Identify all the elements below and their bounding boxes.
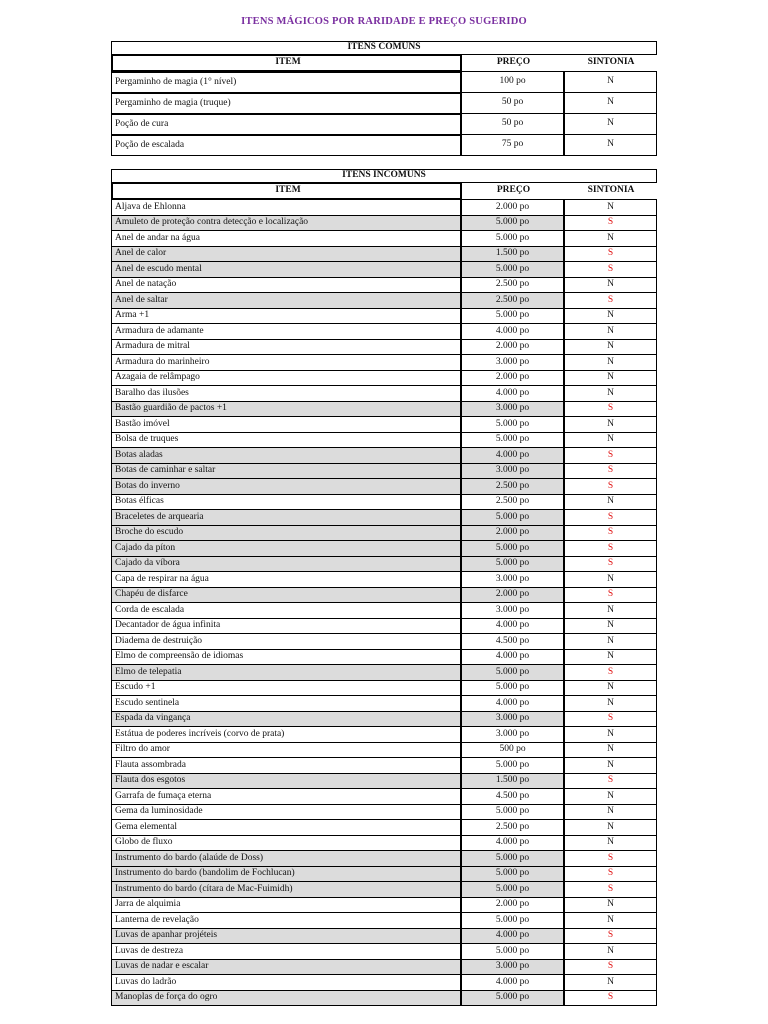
- table-row: [111, 665, 657, 681]
- item-price-cell: 3.000 po: [462, 603, 565, 619]
- item-name-cell: Instrumento do bardo (cítara de Mac-Fuimidh): [111, 882, 462, 898]
- table-row: [111, 464, 657, 480]
- item-attunement-cell: N: [565, 944, 657, 960]
- item-price-cell: 500 po: [462, 743, 565, 759]
- item-attunement-cell: S: [565, 882, 657, 898]
- item-price-cell: 2.000 po: [462, 371, 565, 387]
- table-row: [111, 743, 657, 759]
- item-attunement-cell: N: [565, 836, 657, 852]
- table-row: [111, 262, 657, 278]
- item-attunement-cell: S: [565, 557, 657, 573]
- item-name-cell: Pergaminho de magia (truque): [111, 93, 462, 114]
- item-price-cell: 5.000 po: [462, 882, 565, 898]
- item-attunement-cell: N: [565, 340, 657, 356]
- item-attunement-cell: N: [565, 805, 657, 821]
- table-row: [111, 634, 657, 650]
- item-price-cell: 4.000 po: [462, 619, 565, 635]
- table-row: [111, 278, 657, 294]
- table-row: [111, 355, 657, 371]
- item-name-cell: Bastão imóvel: [111, 417, 462, 433]
- item-attunement-cell: N: [565, 231, 657, 247]
- table-row: [111, 541, 657, 557]
- table-row: [111, 588, 657, 604]
- item-name-cell: Gema da luminosidade: [111, 805, 462, 821]
- item-price-cell: 5.000 po: [462, 665, 565, 681]
- item-attunement-cell: N: [565, 603, 657, 619]
- item-price-cell: 3.000 po: [462, 464, 565, 480]
- item-attunement-cell: N: [565, 72, 657, 93]
- item-name-cell: Diadema de destruição: [111, 634, 462, 650]
- item-price-cell: 4.000 po: [462, 324, 565, 340]
- item-price-cell: 2.000 po: [462, 898, 565, 914]
- item-attunement-cell: N: [565, 634, 657, 650]
- table-row: [111, 820, 657, 836]
- item-price-cell: 2.000 po: [462, 340, 565, 356]
- item-price-cell: 2.500 po: [462, 479, 565, 495]
- table-row: [111, 526, 657, 542]
- item-name-cell: Luvas de apanhar projéteis: [111, 929, 462, 945]
- table-row: [111, 650, 657, 666]
- table-row: [111, 867, 657, 883]
- item-price-cell: 5.000 po: [462, 758, 565, 774]
- item-price-cell: 5.000 po: [462, 510, 565, 526]
- table-row: [111, 93, 657, 114]
- item-attunement-cell: N: [565, 681, 657, 697]
- table-row: [111, 929, 657, 945]
- item-attunement-cell: N: [565, 758, 657, 774]
- table-row: [111, 898, 657, 914]
- table-row: [111, 882, 657, 898]
- item-price-cell: 4.000 po: [462, 836, 565, 852]
- item-attunement-cell: N: [565, 898, 657, 914]
- item-attunement-cell: N: [565, 324, 657, 340]
- item-price-cell: 3.000 po: [462, 712, 565, 728]
- table-row: [111, 72, 657, 93]
- item-attunement-cell: S: [565, 216, 657, 232]
- item-price-cell: 5.000 po: [462, 991, 565, 1007]
- item-attunement-cell: S: [565, 448, 657, 464]
- item-attunement-cell: S: [565, 929, 657, 945]
- item-name-cell: Botas do inverno: [111, 479, 462, 495]
- item-attunement-cell: N: [565, 696, 657, 712]
- item-price-cell: 2.000 po: [462, 588, 565, 604]
- item-name-cell: Instrumento do bardo (bandolim de Fochlucan): [111, 867, 462, 883]
- item-name-cell: Baralho das ilusões: [111, 386, 462, 402]
- item-price-cell: 3.000 po: [462, 572, 565, 588]
- uncommon-section-heading: ITENS INCOMUNS: [111, 169, 657, 183]
- table-row: [111, 114, 657, 135]
- item-name-cell: Anel de escudo mental: [111, 262, 462, 278]
- table-row: [111, 371, 657, 387]
- item-price-cell: 2.500 po: [462, 278, 565, 294]
- item-name-cell: Elmo de telepatia: [111, 665, 462, 681]
- table-row: [111, 557, 657, 573]
- item-price-cell: 5.000 po: [462, 681, 565, 697]
- table-row: [111, 433, 657, 449]
- table-row: [111, 231, 657, 247]
- item-attunement-cell: S: [565, 991, 657, 1007]
- table-row: [111, 402, 657, 418]
- document-title: ITENS MÁGICOS POR RARIDADE E PREÇO SUGERIDO: [241, 16, 527, 27]
- item-price-cell: 5.000 po: [462, 433, 565, 449]
- table-row: [111, 975, 657, 991]
- table-row: [111, 324, 657, 340]
- item-attunement-cell: S: [565, 588, 657, 604]
- item-price-cell: 2.500 po: [462, 293, 565, 309]
- item-price-cell: 5.000 po: [462, 867, 565, 883]
- item-name-cell: Cajado da píton: [111, 541, 462, 557]
- column-header-item: ITEM: [111, 55, 462, 72]
- table-row: [111, 789, 657, 805]
- item-name-cell: Cajado da víbora: [111, 557, 462, 573]
- item-name-cell: Botas de caminhar e saltar: [111, 464, 462, 480]
- column-header-item: ITEM: [111, 183, 462, 200]
- table-row: [111, 293, 657, 309]
- common-items-table: [111, 41, 657, 156]
- item-name-cell: Lanterna de revelação: [111, 913, 462, 929]
- item-name-cell: Armadura de adamante: [111, 324, 462, 340]
- item-price-cell: 3.000 po: [462, 960, 565, 976]
- item-name-cell: Amuleto de proteção contra detecção e localização: [111, 216, 462, 232]
- item-name-cell: Corda de escalada: [111, 603, 462, 619]
- item-name-cell: Gema elemental: [111, 820, 462, 836]
- item-name-cell: Botas élficas: [111, 495, 462, 511]
- item-attunement-cell: N: [565, 727, 657, 743]
- item-attunement-cell: N: [565, 650, 657, 666]
- item-attunement-cell: N: [565, 789, 657, 805]
- table-row: [111, 836, 657, 852]
- table-row: [111, 696, 657, 712]
- item-price-cell: 5.000 po: [462, 231, 565, 247]
- table-row: [111, 681, 657, 697]
- table-row: [111, 960, 657, 976]
- item-attunement-cell: S: [565, 464, 657, 480]
- table-row: [111, 851, 657, 867]
- item-attunement-cell: N: [565, 743, 657, 759]
- item-price-cell: 4.000 po: [462, 929, 565, 945]
- item-name-cell: Instrumento do bardo (alaúde de Doss): [111, 851, 462, 867]
- table-row: [111, 340, 657, 356]
- table-row: [111, 572, 657, 588]
- table-row: [111, 216, 657, 232]
- table-row: [111, 619, 657, 635]
- item-name-cell: Anel de calor: [111, 247, 462, 263]
- item-price-cell: 5.000 po: [462, 851, 565, 867]
- item-price-cell: 50 po: [462, 93, 565, 114]
- item-name-cell: Anel de natação: [111, 278, 462, 294]
- item-name-cell: Jarra de alquimia: [111, 898, 462, 914]
- item-attunement-cell: N: [565, 913, 657, 929]
- table-row: [111, 247, 657, 263]
- item-name-cell: Arma +1: [111, 309, 462, 325]
- item-price-cell: 50 po: [462, 114, 565, 135]
- item-name-cell: Chapéu de disfarce: [111, 588, 462, 604]
- table-row: [111, 913, 657, 929]
- item-price-cell: 100 po: [462, 72, 565, 93]
- table-row: [111, 944, 657, 960]
- item-price-cell: 4.500 po: [462, 789, 565, 805]
- item-price-cell: 3.000 po: [462, 355, 565, 371]
- item-price-cell: 2.000 po: [462, 526, 565, 542]
- item-attunement-cell: S: [565, 665, 657, 681]
- item-attunement-cell: S: [565, 867, 657, 883]
- table-row: [111, 758, 657, 774]
- table-row: [111, 479, 657, 495]
- item-price-cell: 1.500 po: [462, 774, 565, 790]
- item-price-cell: 5.000 po: [462, 913, 565, 929]
- table-row: [111, 603, 657, 619]
- item-price-cell: 4.000 po: [462, 696, 565, 712]
- item-name-cell: Bolsa de truques: [111, 433, 462, 449]
- item-price-cell: 3.000 po: [462, 727, 565, 743]
- item-name-cell: Espada da vingança: [111, 712, 462, 728]
- item-price-cell: 5.000 po: [462, 541, 565, 557]
- table-row: [111, 991, 657, 1007]
- item-attunement-cell: N: [565, 975, 657, 991]
- item-name-cell: Pergaminho de magia (1° nível): [111, 72, 462, 93]
- item-name-cell: Escudo sentinela: [111, 696, 462, 712]
- item-attunement-cell: N: [565, 619, 657, 635]
- item-price-cell: 2.000 po: [462, 200, 565, 216]
- item-attunement-cell: N: [565, 572, 657, 588]
- item-price-cell: 5.000 po: [462, 557, 565, 573]
- item-name-cell: Botas aladas: [111, 448, 462, 464]
- item-attunement-cell: N: [565, 417, 657, 433]
- item-name-cell: Flauta assombrada: [111, 758, 462, 774]
- item-price-cell: 5.000 po: [462, 417, 565, 433]
- item-attunement-cell: S: [565, 960, 657, 976]
- item-attunement-cell: N: [565, 309, 657, 325]
- item-price-cell: 5.000 po: [462, 262, 565, 278]
- column-header-price: PREÇO: [462, 55, 565, 72]
- column-header-price: PREÇO: [462, 183, 565, 200]
- item-price-cell: 4.000 po: [462, 386, 565, 402]
- uncommon-items-table: [111, 169, 657, 1006]
- item-attunement-cell: S: [565, 851, 657, 867]
- item-name-cell: Decantador de água infinita: [111, 619, 462, 635]
- item-name-cell: Luvas do ladrão: [111, 975, 462, 991]
- item-price-cell: 75 po: [462, 135, 565, 156]
- table-row: [111, 448, 657, 464]
- item-name-cell: Azagaia de relâmpago: [111, 371, 462, 387]
- item-price-cell: 2.500 po: [462, 495, 565, 511]
- item-attunement-cell: N: [565, 371, 657, 387]
- table-row: [111, 309, 657, 325]
- item-price-cell: 2.500 po: [462, 820, 565, 836]
- table-row: [111, 727, 657, 743]
- item-attunement-cell: N: [565, 820, 657, 836]
- item-name-cell: Capa de respirar na água: [111, 572, 462, 588]
- item-attunement-cell: S: [565, 247, 657, 263]
- item-name-cell: Poção de escalada: [111, 135, 462, 156]
- item-attunement-cell: S: [565, 712, 657, 728]
- item-attunement-cell: S: [565, 541, 657, 557]
- item-price-cell: 5.000 po: [462, 216, 565, 232]
- table-row: [111, 712, 657, 728]
- item-name-cell: Escudo +1: [111, 681, 462, 697]
- item-attunement-cell: N: [565, 200, 657, 216]
- table-row: [111, 805, 657, 821]
- item-name-cell: Estátua de poderes incríveis (corvo de prata): [111, 727, 462, 743]
- item-price-cell: 4.000 po: [462, 975, 565, 991]
- item-name-cell: Braceletes de arquearia: [111, 510, 462, 526]
- item-attunement-cell: N: [565, 114, 657, 135]
- item-attunement-cell: S: [565, 510, 657, 526]
- table-row: [111, 386, 657, 402]
- item-name-cell: Manoplas de força do ogro: [111, 991, 462, 1007]
- item-attunement-cell: N: [565, 355, 657, 371]
- item-name-cell: Bastão guardião de pactos +1: [111, 402, 462, 418]
- item-price-cell: 4.000 po: [462, 650, 565, 666]
- item-name-cell: Armadura de mitral: [111, 340, 462, 356]
- item-attunement-cell: N: [565, 93, 657, 114]
- item-price-cell: 1.500 po: [462, 247, 565, 263]
- item-attunement-cell: N: [565, 433, 657, 449]
- item-name-cell: Poção de cura: [111, 114, 462, 135]
- item-name-cell: Armadura do marinheiro: [111, 355, 462, 371]
- item-name-cell: Aljava de Ehlonna: [111, 200, 462, 216]
- item-attunement-cell: N: [565, 135, 657, 156]
- item-attunement-cell: S: [565, 774, 657, 790]
- item-price-cell: 3.000 po: [462, 402, 565, 418]
- item-attunement-cell: N: [565, 495, 657, 511]
- item-name-cell: Filtro do amor: [111, 743, 462, 759]
- item-attunement-cell: N: [565, 386, 657, 402]
- item-price-cell: 5.000 po: [462, 944, 565, 960]
- item-attunement-cell: S: [565, 402, 657, 418]
- item-name-cell: Luvas de destreza: [111, 944, 462, 960]
- item-name-cell: Globo de fluxo: [111, 836, 462, 852]
- common-section-heading: ITENS COMUNS: [111, 41, 657, 55]
- table-row: [111, 495, 657, 511]
- item-name-cell: Anel de saltar: [111, 293, 462, 309]
- table-row: [111, 135, 657, 156]
- item-name-cell: Elmo de compreensão de idiomas: [111, 650, 462, 666]
- item-name-cell: Luvas de nadar e escalar: [111, 960, 462, 976]
- item-name-cell: Broche do escudo: [111, 526, 462, 542]
- item-attunement-cell: S: [565, 526, 657, 542]
- table-row: [111, 774, 657, 790]
- item-attunement-cell: S: [565, 479, 657, 495]
- item-name-cell: Anel de andar na água: [111, 231, 462, 247]
- table-row: [111, 200, 657, 216]
- table-row: [111, 417, 657, 433]
- column-header-attunement: SINTONIA: [565, 183, 657, 200]
- item-price-cell: 4.500 po: [462, 634, 565, 650]
- item-price-cell: 5.000 po: [462, 309, 565, 325]
- item-attunement-cell: S: [565, 262, 657, 278]
- table-row: [111, 510, 657, 526]
- item-name-cell: Garrafa de fumaça eterna: [111, 789, 462, 805]
- item-price-cell: 5.000 po: [462, 805, 565, 821]
- item-name-cell: Flauta dos esgotos: [111, 774, 462, 790]
- item-price-cell: 4.000 po: [462, 448, 565, 464]
- item-attunement-cell: S: [565, 293, 657, 309]
- column-header-attunement: SINTONIA: [565, 55, 657, 72]
- item-attunement-cell: N: [565, 278, 657, 294]
